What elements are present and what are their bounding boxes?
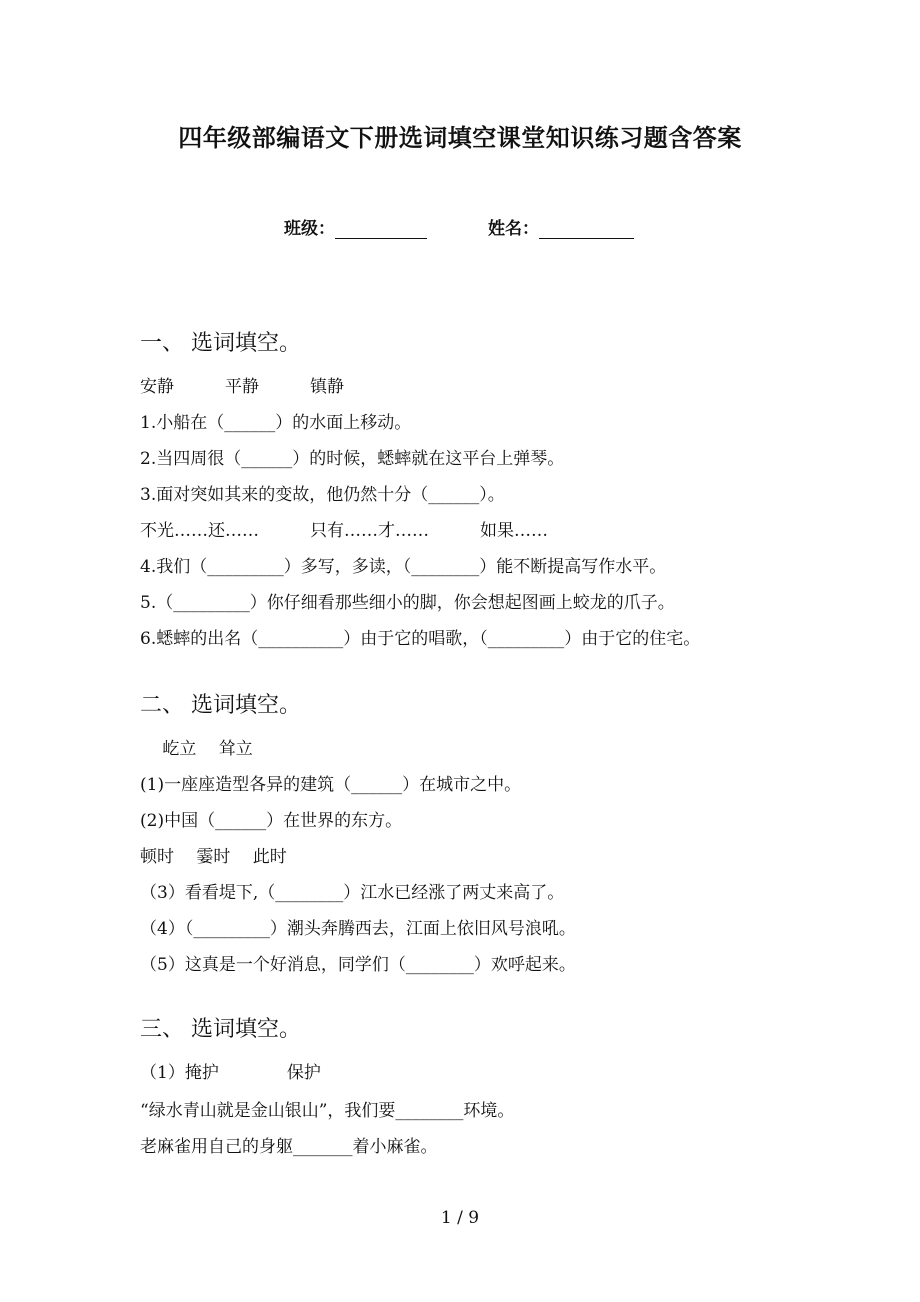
word-choices: 安静 平静 镇静 (140, 377, 344, 397)
name-label: 姓名： (488, 219, 539, 239)
question-line: (2)中国（______）在世界的东方。 (140, 811, 403, 831)
question-line: 5.（_________）你仔细看那些细小的脚，你会想起图画上蛟龙的爪子。 (140, 593, 675, 613)
name-field (488, 214, 634, 239)
question-line: 4.我们（_________）多写，多读，（________）能不断提高写作水平。 (140, 557, 667, 577)
question-line: 3.面对突如其来的变故，他仍然十分（______）。 (140, 485, 505, 505)
page-title: 四年级部编语文下册选词填空课堂知识练习题含答案 (178, 123, 742, 152)
question-line: 6.蟋蟀的出名（__________）由于它的唱歌，（_________）由于它的住宅。 (140, 629, 701, 649)
question-line: （4）（_________）潮头奔腾西去，江面上依旧风号浪吼。 (140, 919, 576, 939)
name-blank (539, 218, 634, 239)
class-field (284, 214, 427, 239)
question-line: （5）这真是一个好消息，同学们（________）欢呼起来。 (140, 955, 576, 975)
question-line: 老麻雀用自己的身躯_______着小麻雀。 (140, 1137, 438, 1157)
section-1-heading: 一、 选词填空。 (140, 331, 301, 356)
word-choices: （1）掩护 保护 (140, 1063, 321, 1083)
question-line: “绿水青山就是金山银山”，我们要________环境。 (140, 1101, 515, 1121)
question-line: (1)一座座造型各异的建筑（______）在城市之中。 (140, 775, 522, 795)
page-number: 1 / 9 (440, 1208, 480, 1228)
word-choices: 顿时 霎时 此时 (140, 847, 287, 867)
question-line: 1.小船在（______）的水面上移动。 (140, 413, 412, 433)
section-3-heading: 三、 选词填空。 (140, 1017, 301, 1042)
class-label: 班级： (284, 219, 335, 239)
question-line: 2.当四周很（______）的时候，蟋蟀就在这平台上弹琴。 (140, 449, 565, 469)
word-choices: 屹立 耸立 (140, 739, 253, 759)
class-blank (335, 218, 427, 239)
question-line: （3）看看堤下,（________）江水已经涨了两丈来高了。 (140, 883, 565, 903)
word-choices: 不光……还…… 只有……才…… 如果…… (140, 521, 548, 541)
section-2-heading: 二、 选词填空。 (140, 693, 301, 718)
